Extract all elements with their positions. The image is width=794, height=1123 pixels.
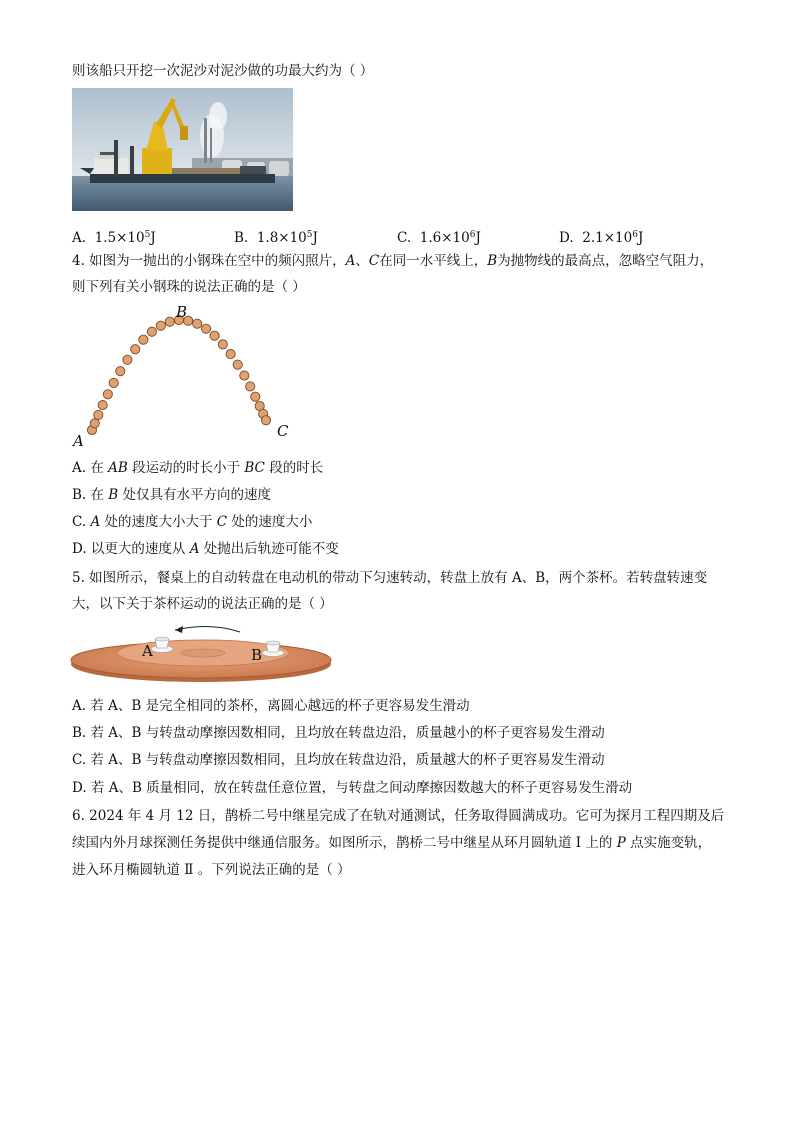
q5-option-d: D. 若 A、B 质量相同，放在转盘任意位置，与转盘之间动摩擦因数越大的杯子更容易发生滑动 (72, 780, 633, 796)
q5-option-a: A. 若 A、B 是完全相同的茶杯，离圆心越远的杯子更容易发生滑动 (72, 698, 470, 714)
steel-ball (246, 382, 255, 391)
cup-label-a: A (142, 642, 153, 660)
steel-ball (233, 360, 242, 369)
q6-stem-line1: 6. 2024 年 4 月 12 日，鹊桥二号中继星完成了在轨对通测试，任务取得圆满成功。它可为探月工程四期及后 (72, 808, 725, 824)
steel-ball (103, 390, 112, 399)
q5-option-b: B. 若 A、B 与转盘动摩擦因数相同，且均放在转盘边沿，质量越小的杯子更容易发生滑动 (72, 725, 605, 741)
label-b: B (176, 303, 188, 321)
turntable-figure (70, 620, 335, 685)
dredger-photo (72, 88, 293, 211)
steel-ball (240, 371, 249, 380)
steel-ball (261, 416, 270, 425)
steel-ball (131, 345, 140, 354)
steel-ball (90, 419, 99, 428)
steel-ball (210, 331, 219, 340)
steel-ball (156, 321, 165, 330)
steel-ball (94, 410, 103, 419)
label-a: A (73, 432, 84, 450)
q4-option-c: C. A 处的速度大小大于 C 处的速度大小 (72, 514, 313, 530)
q5-option-c: C. 若 A、B 与转盘动摩擦因数相同，且均放在转盘边沿，质量越大的杯子更容易发生滑动 (72, 752, 605, 768)
steel-ball (251, 392, 260, 401)
steel-ball (116, 367, 125, 376)
steel-ball (226, 350, 235, 359)
q3-option-b: B. $1.8\times 10^5J$ (234, 230, 318, 246)
q3-option-a: A. $1.5\times 10^5J$ (72, 230, 156, 246)
q3-stem: 则该船只开挖一次泥沙对泥沙做的功最大约为（ ） (72, 63, 374, 79)
steel-ball (139, 335, 148, 344)
q6-stem-line2: 续国内外月球探测任务提供中继通信服务。如图所示，鹊桥二号中继星从环月圆轨道 Ⅰ 上的 P 点实施变轨， (72, 835, 712, 851)
steel-ball (98, 401, 107, 410)
steel-ball (193, 319, 202, 328)
steel-ball (202, 324, 211, 333)
steel-ball (123, 355, 132, 364)
q4-stem-line2: 则下列有关小钢珠的说法正确的是（ ） (72, 279, 306, 295)
q5-stem-line2: 大，以下关于茶杯运动的说法正确的是（ ） (72, 596, 333, 612)
label-c: C (277, 422, 289, 440)
projectile-figure (70, 302, 300, 452)
cup-label-b: B (251, 646, 263, 664)
q4-option-a: A. 在 AB 段运动的时长小于 BC 段的时长 (72, 460, 324, 476)
steel-ball (165, 317, 174, 326)
q5-stem-line1: 5. 如图所示，餐桌上的自动转盘在电动机的带动下匀速转动，转盘上放有 A、B，两个茶杯。若转盘转速变 (72, 570, 708, 586)
steel-ball (147, 327, 156, 336)
steel-ball (109, 378, 118, 387)
q4-stem-line1: 4. 如图为一抛出的小钢珠在空中的频闪照片，A、C在同一水平线上，B为抛物线的最高点，忽略空气阻力， (72, 253, 714, 269)
q4-option-b: B. 在 B 处仅具有水平方向的速度 (72, 487, 272, 503)
steel-ball (218, 340, 227, 349)
q3-option-d: D. $2.1\times 10^6J$ (559, 230, 644, 246)
q6-stem-line3: 进入环月椭圆轨道 Ⅱ 。下列说法正确的是（ ） (72, 862, 351, 878)
q4-option-d: D. 以更大的速度从 A 处抛出后轨迹可能不变 (72, 541, 339, 557)
q3-option-c: C. $1.6\times 10^6J$ (397, 230, 481, 246)
